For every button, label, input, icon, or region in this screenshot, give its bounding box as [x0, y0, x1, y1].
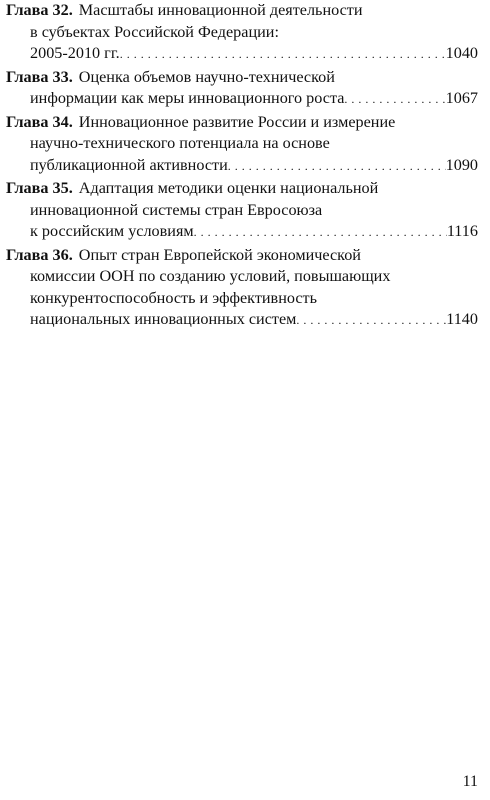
toc-entry-chapter-36[interactable]	[6, 245, 478, 332]
chapter-title-line: в субъектах Российской Федерации:	[30, 22, 279, 41]
page-reference: 1140	[446, 310, 478, 328]
dot-leader	[120, 44, 446, 66]
chapter-title-line: Адаптация методики оценки национальной	[78, 179, 379, 197]
page-reference: 1067	[445, 89, 478, 107]
chapter-title-line: 2005-2010 гг.	[30, 44, 120, 62]
toc-entry-chapter-34[interactable]	[6, 112, 478, 178]
chapter-label: Глава 36.	[6, 245, 73, 264]
toc-entry-chapter-35[interactable]	[6, 178, 478, 244]
chapter-title-line: конкурентоспособность и эффективность	[30, 288, 317, 307]
chapter-label: Глава 35.	[6, 179, 73, 197]
dot-leader	[344, 89, 445, 111]
chapter-title-line: научно-технического потенциала на основе	[30, 134, 330, 152]
chapter-label: Глава 32.	[6, 1, 73, 19]
chapter-title-line: национальных инновационных систем	[30, 310, 297, 328]
toc-entry-chapter-33[interactable]	[6, 67, 478, 111]
dot-leader	[296, 310, 446, 332]
chapter-title-line: Масштабы инновационной деятельности	[78, 1, 363, 19]
dot-leader	[228, 156, 446, 178]
page-reference: 1040	[445, 44, 478, 62]
chapter-label: Глава 33.	[6, 67, 73, 86]
table-of-contents	[6, 0, 478, 332]
dot-leader	[194, 222, 447, 244]
page-reference: 1090	[445, 155, 478, 174]
chapter-label: Глава 34.	[6, 112, 73, 131]
chapter-title-line: Инновационное развитие России и измерение	[78, 112, 396, 131]
chapter-title-line: Опыт стран Европейской экономической	[78, 245, 361, 264]
chapter-title-line: инновационной системы стран Евросоюза	[30, 200, 323, 219]
chapter-title-line: комиссии ООН по созданию условий, повышающих	[30, 267, 391, 285]
page-number: 11	[462, 773, 478, 790]
toc-entry-chapter-32[interactable]	[6, 0, 478, 66]
chapter-title-line: публикационной активности	[30, 155, 228, 174]
chapter-title-line: к российским условиям	[30, 222, 194, 240]
chapter-title-line: Оценка объемов научно-технической	[78, 67, 335, 86]
chapter-title-line: информации как меры инновационного роста	[30, 89, 345, 107]
page-reference: 1116	[446, 222, 478, 240]
